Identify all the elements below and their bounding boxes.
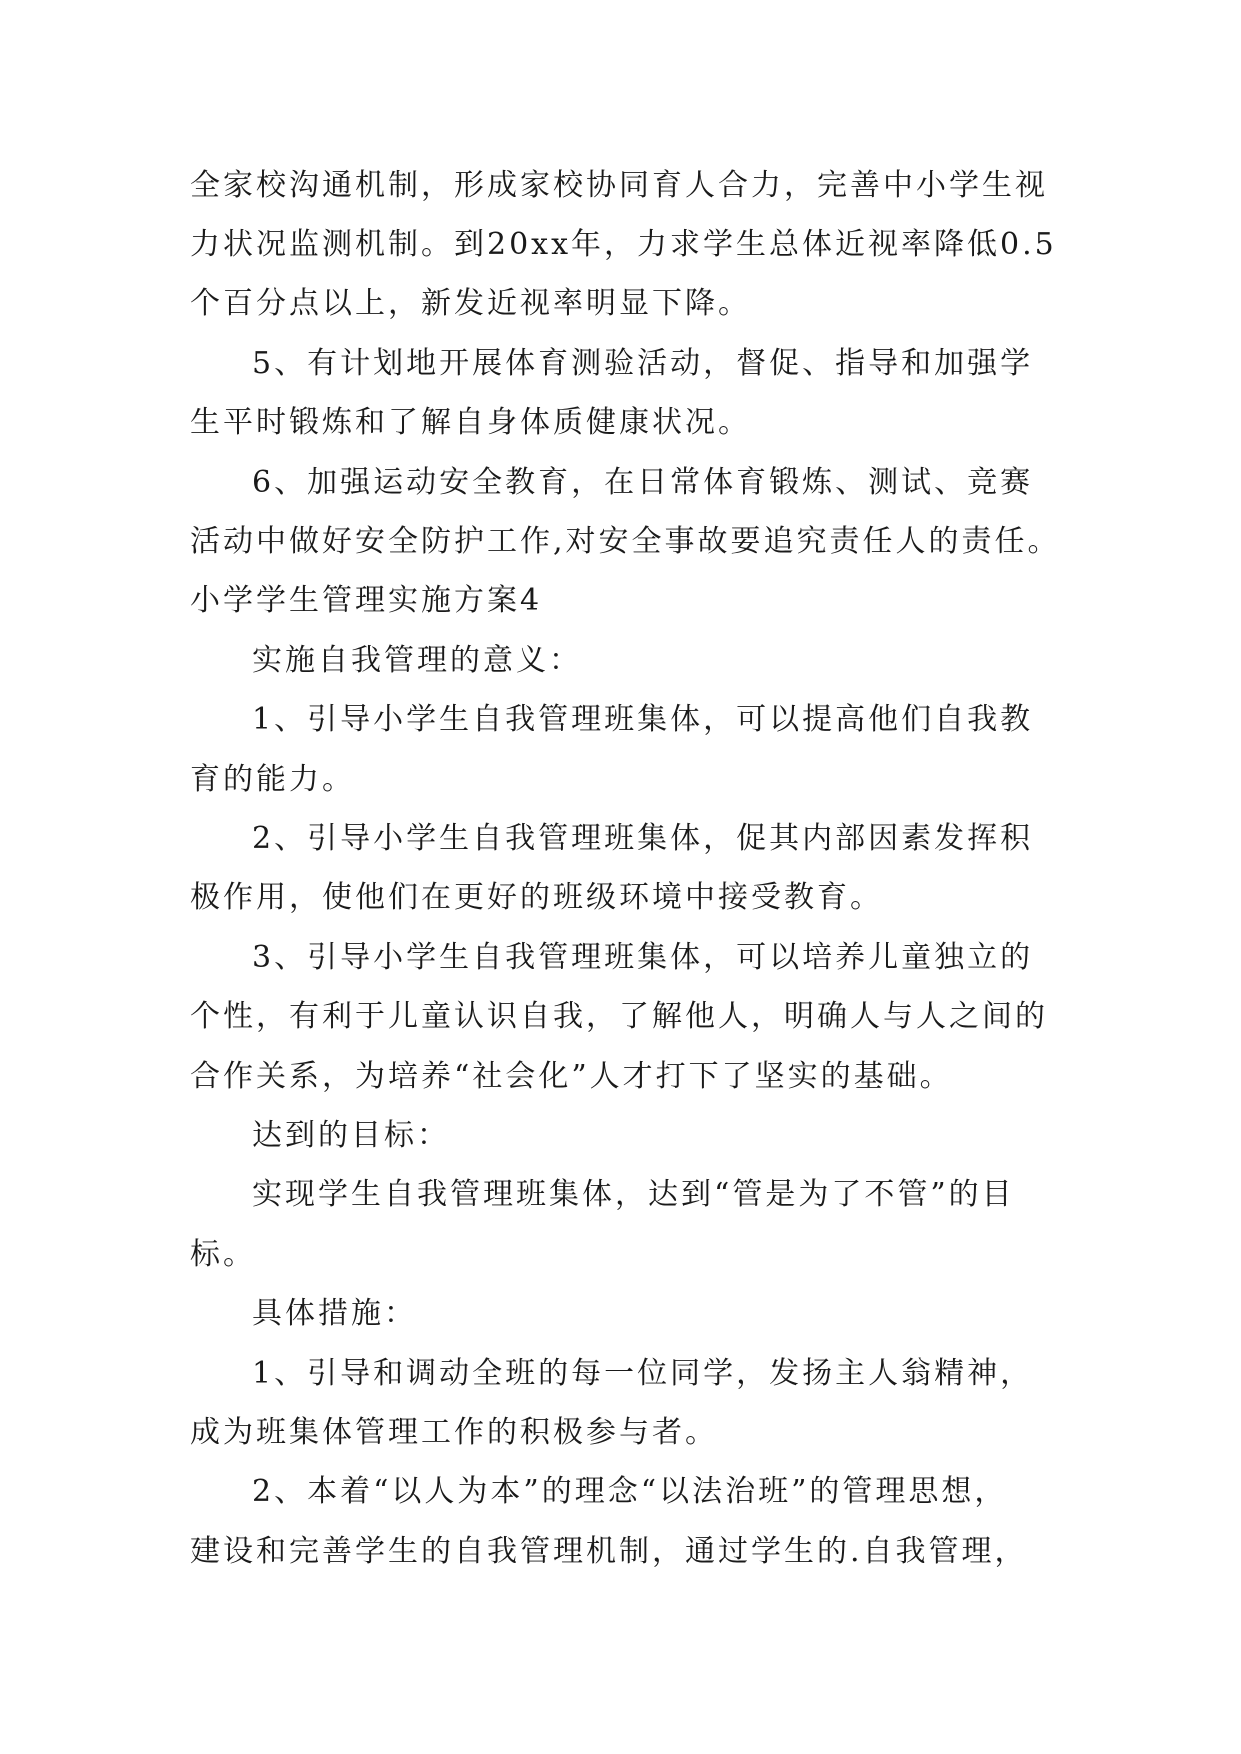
text-line: 个性，有利于儿童认识自我，了解他人，明确人与人之间的 bbox=[190, 999, 1048, 1034]
text-line: 成为班集体管理工作的积极参与者。 bbox=[190, 1415, 718, 1450]
text-line: 极作用，使他们在更好的班级环境中接受教育。 bbox=[190, 880, 883, 915]
text-line: 建设和完善学生的自我管理机制，通过学生的.自我管理， bbox=[190, 1534, 1028, 1569]
paragraph-start: 3、引导小学生自我管理班集体，可以培养儿童独立的 bbox=[252, 940, 1034, 975]
paragraph-start: 达到的目标： bbox=[252, 1118, 450, 1153]
paragraph-start: 2、本着“以人为本”的理念“以法治班”的管理思想， bbox=[252, 1474, 1008, 1509]
text-line: 全家校沟通机制，形成家校协同育人合力，完善中小学生视 bbox=[190, 168, 1048, 203]
paragraph-start: 实现学生自我管理班集体，达到“管是为了不管”的目 bbox=[252, 1177, 1015, 1212]
paragraph-start: 6、加强运动安全教育，在日常体育锻炼、测试、竞赛 bbox=[252, 465, 1034, 500]
paragraph-start: 1、引导和调动全班的每一位同学，发扬主人翁精神， bbox=[252, 1356, 1034, 1391]
paragraph-start: 实施自我管理的意义： bbox=[252, 643, 582, 678]
text-line: 标。 bbox=[190, 1237, 256, 1272]
text-line: 生平时锻炼和了解自身体质健康状况。 bbox=[190, 405, 751, 440]
paragraph-start: 具体措施： bbox=[252, 1296, 417, 1331]
section-heading: 小学学生管理实施方案4 bbox=[190, 583, 543, 618]
text-line: 育的能力。 bbox=[190, 762, 355, 797]
paragraph-start: 5、有计划地开展体育测验活动，督促、指导和加强学 bbox=[252, 346, 1034, 381]
text-line: 合作关系，为培养“社会化”人才打下了坚实的基础。 bbox=[190, 1059, 953, 1094]
text-line: 活动中做好安全防护工作,对安全事故要追究责任人的责任。 bbox=[190, 524, 1061, 559]
paragraph-start: 2、引导小学生自我管理班集体，促其内部因素发挥积 bbox=[252, 821, 1034, 856]
text-line: 个百分点以上，新发近视率明显下降。 bbox=[190, 286, 751, 321]
text-line: 力状况监测机制。到20xx年，力求学生总体近视率降低0.5 bbox=[190, 227, 1057, 262]
paragraph-start: 1、引导小学生自我管理班集体，可以提高他们自我教 bbox=[252, 702, 1034, 737]
